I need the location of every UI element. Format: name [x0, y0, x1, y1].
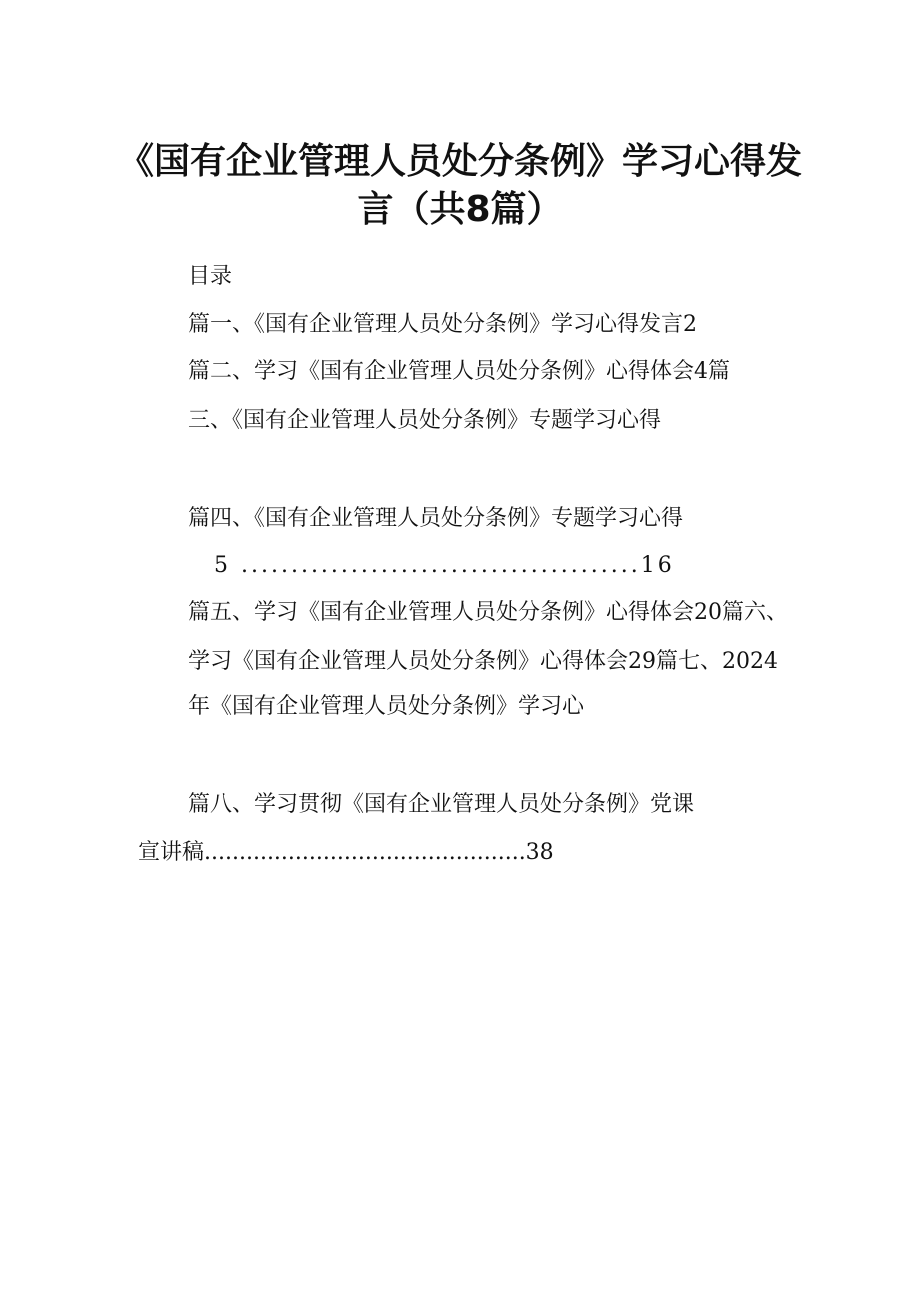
- toc-entry-5-6: 篇五、学习《国有企业管理人员处分条例》心得体会20篇六、: [188, 600, 788, 625]
- toc-entry-4: 篇四、《国有企业管理人员处分条例》专题学习心得: [188, 506, 684, 531]
- toc-entry-7-continued: 年《国有企业管理人员处分条例》学习心: [188, 694, 585, 719]
- toc-entry-2: 篇二、学习《国有企业管理人员处分条例》心得体会4篇: [188, 359, 730, 384]
- toc-entry-8-page-leader: 宣讲稿..............................................38: [138, 840, 554, 865]
- toc-heading: 目录: [188, 264, 233, 289]
- toc-entry-8: 篇八、学习贯彻《国有企业管理人员处分条例》党课: [188, 792, 695, 817]
- toc-entry-3: 三、《国有企业管理人员处分条例》专题学习心得: [188, 408, 662, 433]
- toc-entry-6-7: 学习《国有企业管理人员处分条例》心得体会29篇七、2024: [188, 649, 778, 674]
- document-title-line-2: 言（共8篇）: [357, 189, 563, 230]
- document-title-line-1: 《国有企业管理人员处分条例》学习心得发: [117, 141, 802, 182]
- toc-entry-4-page-leader: 5 ........................................16: [214, 553, 675, 578]
- toc-entry-1: 篇一、《国有企业管理人员处分条例》学习心得发言2: [188, 312, 697, 337]
